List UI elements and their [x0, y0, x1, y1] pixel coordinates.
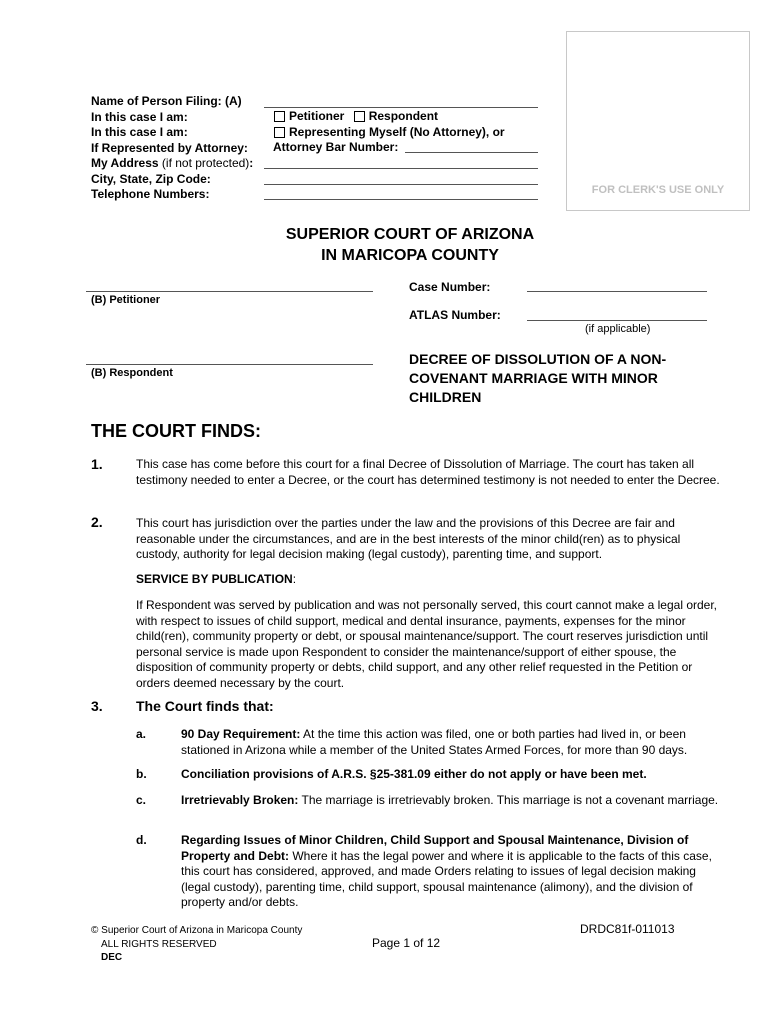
atlas-number-field-line[interactable] — [527, 320, 707, 321]
label-my-address: My Address (if not protected): — [91, 156, 254, 170]
sub-item-b-text: Conciliation provisions of A.R.S. §25-381.09 either do not apply or have been met. — [181, 767, 647, 781]
self-rep-checkbox[interactable] — [274, 127, 285, 138]
self-rep-label: Representing Myself (No Attorney), or — [289, 124, 505, 139]
court-name-line2: IN MARICOPA COUNTY — [321, 247, 499, 264]
label-if-represented: If Represented by Attorney: — [91, 140, 248, 155]
sub-item-a-letter: a. — [136, 727, 147, 741]
label-name-of-person-filing: Name of Person Filing: (A) — [91, 94, 242, 108]
sub-item-b-letter: b. — [136, 767, 147, 781]
city-state-zip-field-line[interactable] — [264, 184, 538, 185]
clerk-use-box — [566, 31, 750, 211]
label-city-state-zip: City, State, Zip Code: — [91, 171, 211, 186]
bar-number-field-line[interactable] — [405, 152, 538, 153]
item-1-number: 1. — [91, 456, 103, 472]
label-in-this-case-1: In this case I am: — [91, 109, 188, 124]
respondent-option-label: Respondent — [368, 109, 439, 123]
document-title-line1: DECREE OF DISSOLUTION OF A NON- — [409, 351, 667, 367]
filer-labels — [91, 94, 253, 203]
service-by-publication-heading: SERVICE BY PUBLICATION: — [136, 572, 297, 586]
court-finds-heading: THE COURT FINDS: — [91, 421, 261, 441]
service-by-publication-text: If Respondent was served by publication and was not personally served, this court cannot make a legal order, with respect to issues of child support, medical and dental insurance, payments, expenses for the minor child(ren), community property or debt, or spousal maintenance/support. The court reserves jurisdiction until personal service is made upon Respondent to consider the maintenance/support of either spouse, the disposition of community property or debts, child support, and any other relief requested in the Petition or orders deemed necessary by the court. — [136, 598, 717, 690]
sub-item-d-letter: d. — [136, 833, 147, 847]
court-name — [200, 224, 620, 266]
document-title-line2: COVENANT MARRIAGE WITH MINOR — [409, 370, 658, 386]
representation-option — [274, 125, 505, 141]
bar-number-label: Attorney Bar Number: — [273, 140, 399, 154]
sub-item-a-text: 90 Day Requirement: At the time this action was filed, one or both parties had lived in, or been stationed in Arizona while a member of the United States Armed Forces, for more than 90 days. — [181, 727, 688, 757]
sub-item-c-letter: c. — [136, 793, 147, 807]
clerk-use-label: FOR CLERK'S USE ONLY — [591, 184, 725, 196]
party-checkboxes — [274, 109, 438, 125]
footer-rights: ALL RIGHTS RESERVED — [101, 939, 217, 950]
label-telephone: Telephone Numbers: — [91, 187, 210, 201]
petitioner-checkbox[interactable] — [274, 111, 285, 122]
telephone-field-line[interactable] — [264, 199, 538, 200]
respondent-checkbox[interactable] — [354, 111, 365, 122]
address-field-line[interactable] — [264, 168, 538, 169]
name-field-line[interactable] — [264, 107, 538, 108]
if-applicable-note: (if applicable) — [585, 323, 651, 335]
case-number-label: Case Number: — [409, 280, 491, 294]
item-3-heading: The Court finds that: — [136, 698, 274, 714]
form-id: DRDC81f-011013 — [580, 922, 675, 936]
respondent-name-line[interactable] — [86, 364, 373, 365]
item-1-text: This case has come before this court for a final Decree of Dissolution of Marriage. The court has taken all testimony needed to enter a Decree, or the court has determined testimony is not needed to enter the Decree. — [136, 457, 720, 487]
sub-item-c-text: Irretrievably Broken: The marriage is irretrievably broken. This marriage is not a covenant marriage. — [181, 793, 719, 807]
petitioner-option-label: Petitioner — [289, 109, 345, 123]
footer-code: DEC — [101, 952, 123, 963]
item-2-number: 2. — [91, 514, 103, 530]
item-3-number: 3. — [91, 698, 103, 714]
respondent-caption-label: (B) Respondent — [91, 367, 173, 379]
item-2-text: This court has jurisdiction over the parties under the law and the provisions of this Decree are fair and reasonable under the circumstances, and are in the best interests of the minor child(ren) as to physical custody, authority for legal decision making (legal custody), parenting time, and support. — [136, 516, 681, 561]
petitioner-name-line[interactable] — [86, 291, 373, 292]
atlas-number-label: ATLAS Number: — [409, 308, 501, 322]
label-in-this-case-2: In this case I am: — [91, 125, 188, 139]
page-number: Page 1 of 12 — [372, 936, 441, 950]
document-title-line3: CHILDREN — [409, 389, 482, 405]
footer-copyright: © Superior Court of Arizona in Maricopa County — [91, 925, 303, 936]
document-title — [409, 350, 666, 407]
case-number-field-line[interactable] — [527, 291, 707, 292]
sub-item-d-text: Regarding Issues of Minor Children, Child Support and Spousal Maintenance, Division of Property and Debt: Where it has the legal power and where it is applicable to the facts of this case, this court has considered, approved, and made Orders relating to issues of legal decision making (legal custody), parenting time, child support, spousal maintenance (alimony), and the division of property and/or debts. — [181, 833, 712, 909]
petitioner-caption-label: (B) Petitioner — [91, 294, 161, 306]
court-name-line1: SUPERIOR COURT OF ARIZONA — [285, 226, 535, 243]
